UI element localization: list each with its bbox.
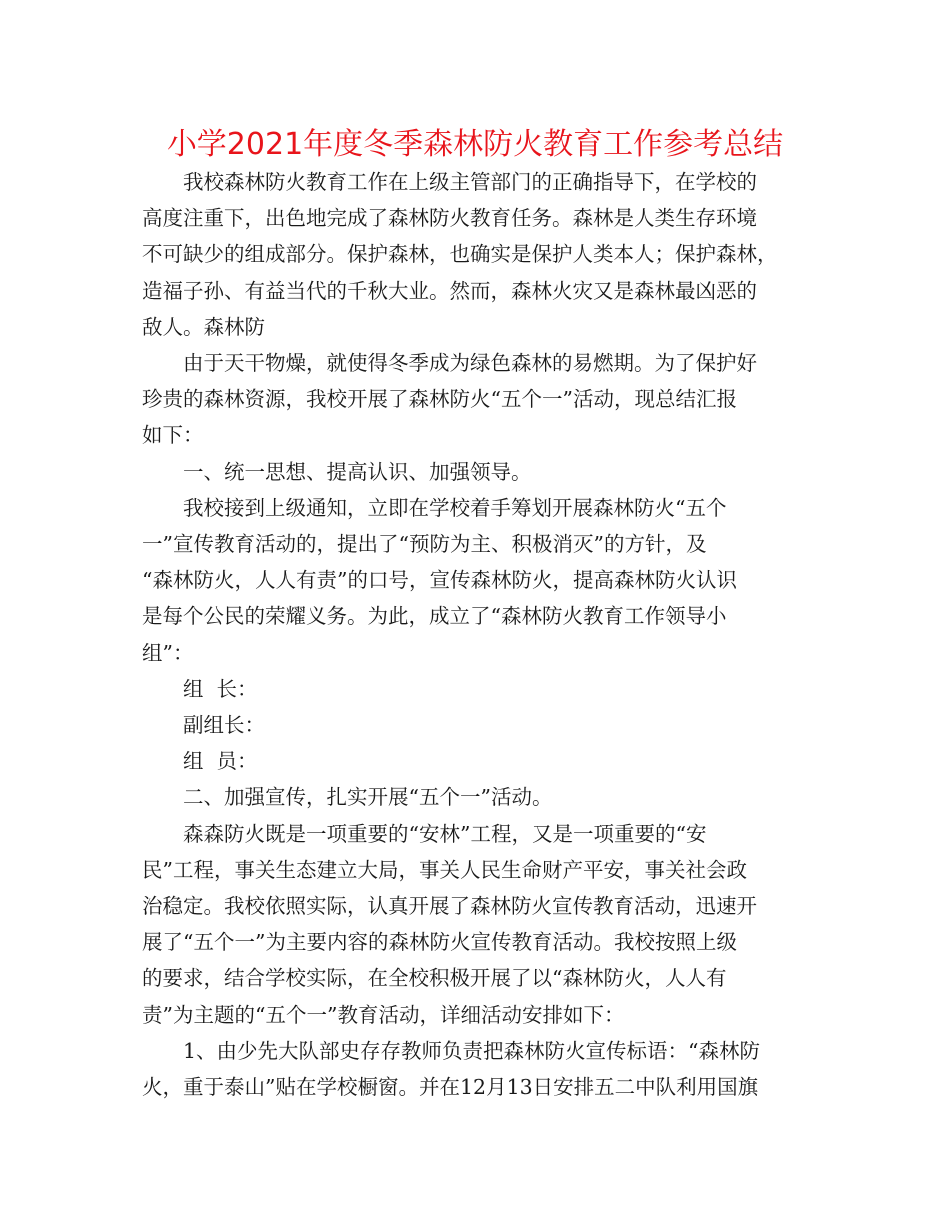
paragraph (142, 816, 812, 1033)
section-heading (142, 454, 812, 490)
text-line: 是每个公民的荣耀义务。为此，成立了“森林防火教育工作领导小 (142, 604, 727, 629)
text-line: 一、统一思想、提高认识、加强领导。 (183, 459, 532, 484)
text-line: 副组长： (183, 713, 265, 738)
document-body (142, 164, 812, 1105)
text-line: 1、由少先大队部史存存教师负责把森林防火宣传标语：“森林防 (183, 1038, 761, 1063)
text-line: 的要求，结合学校实际，在全校积极开展了以“森林防火，人人有 (142, 966, 727, 991)
text-line: 敌人。森林防 (142, 314, 265, 339)
text-line: 火，重于泰山”贴在学校橱窗。并在12月13日安排五二中队利用国旗 (142, 1075, 759, 1100)
text-line: 展了“五个一”为主要内容的森林防火宣传教育活动。我校按照上级 (142, 930, 737, 955)
text-line: 二、加强宣传，扎实开展“五个一”活动。 (183, 785, 553, 810)
text-line: 组”： (142, 640, 194, 665)
text-line: 高度注重下，出色地完成了森林防火教育任务。森林是人类生存环境 (142, 206, 757, 231)
text-line: 如下： (142, 423, 204, 448)
text-line: 治稳定。我校依照实际，认真开展了森林防火宣传教育活动，迅速开 (142, 894, 757, 919)
group-leader-line (142, 671, 812, 707)
text-line: “森林防火，人人有责”的口号，宣传森林防火，提高森林防火认识 (142, 568, 737, 593)
text-line: 责”为主题的“五个一”教育活动，详细活动安排如下： (142, 1002, 625, 1027)
text-line: 我校森林防火教育工作在上级主管部门的正确指导下，在学校的 (183, 170, 757, 194)
text-line: 不可缺少的组成部分。保护森林，也确实是保护人类本人；保护森林， (142, 242, 778, 267)
text-line: 组 长： (183, 676, 258, 701)
document-title: 小学2021年度冬季森林防火教育工作参考总结 (166, 127, 784, 162)
text-line: 造福子孙、有益当代的千秋大业。然而，森林火灾又是森林最凶恶的 (142, 278, 757, 303)
paragraph (142, 345, 812, 454)
text-line: 森森防火既是一项重要的“安林”工程，又是一项重要的“安 (183, 821, 707, 846)
group-member-line (142, 743, 812, 779)
deputy-leader-line (142, 707, 812, 743)
paragraph (142, 164, 812, 345)
section-heading (142, 779, 812, 815)
text-line: 民”工程，事关生态建立大局，事关人民生命财产平安，事关社会政 (142, 857, 747, 882)
paragraph (142, 490, 812, 671)
text-line: 组 员： (183, 749, 258, 774)
text-line: 由于天干物燥，就使得冬季成为绿色森林的易燃期。为了保护好 (183, 351, 757, 376)
paragraph (142, 1033, 812, 1105)
text-line: 一”宣传教育活动的，提出了“预防为主、积极消灭”的方针，及 (142, 532, 707, 557)
text-line: 珍贵的森林资源，我校开展了森林防火“五个一”活动，现总结汇报 (142, 387, 737, 412)
text-line: 我校接到上级通知，立即在学校着手筹划开展森林防火“五个 (183, 495, 727, 520)
